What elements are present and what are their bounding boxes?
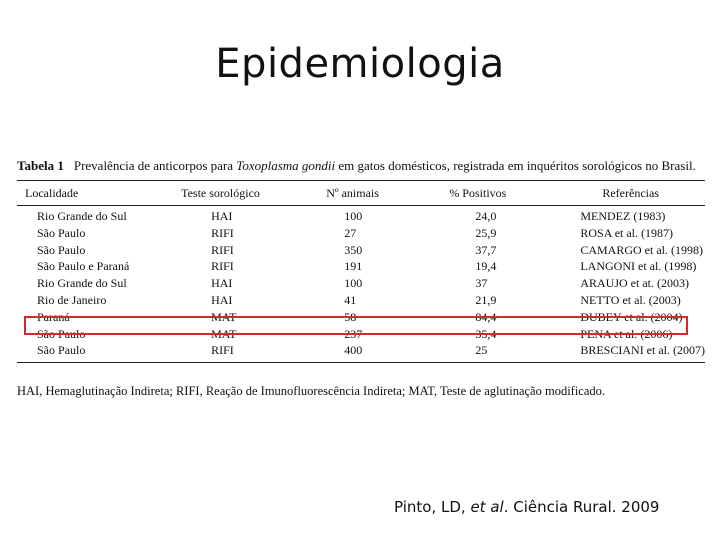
- cell-animais: 58: [344, 309, 357, 324]
- cell-localidade: Paraná: [37, 309, 70, 324]
- cell-positivos: 21,9: [475, 292, 497, 307]
- table-row: [17, 258, 705, 275]
- table-row: [17, 275, 705, 292]
- cell-positivos: 19,4: [475, 259, 497, 274]
- cell-animais: 27: [344, 225, 357, 240]
- table-caption-number: Tabela 1: [17, 158, 64, 173]
- cell-teste: RIFI: [211, 259, 234, 274]
- cell-teste: RIFI: [211, 242, 234, 257]
- slide-title: Epidemiologia: [215, 41, 505, 87]
- table-body: [17, 206, 705, 359]
- table-caption-text-pre: Prevalência de anticorpos para: [73, 158, 237, 173]
- cell-positivos: 25: [475, 343, 488, 358]
- cell-positivos: 37,7: [475, 242, 497, 257]
- table-row: [17, 292, 705, 309]
- cell-referencia: ROSA et al. (1987): [580, 225, 674, 240]
- citation-source: . Ciência Rural. 2009: [503, 498, 660, 516]
- table-row: [17, 206, 705, 225]
- citation: [394, 498, 659, 516]
- cell-teste: HAI: [211, 292, 233, 307]
- cell-animais: 400: [344, 343, 363, 358]
- cell-referencia: ARAUJO et at. (2003): [580, 276, 689, 291]
- cell-positivos: 37: [475, 276, 488, 291]
- cell-referencia: NETTO et al. (2003): [580, 292, 681, 307]
- citation-authors: Pinto, LD,: [394, 498, 471, 516]
- cell-referencia: BRESCIANI et al. (2007): [580, 343, 705, 358]
- cell-animais: 350: [344, 242, 363, 257]
- cell-animais: 191: [344, 259, 363, 274]
- cell-positivos: 35,4: [475, 326, 497, 341]
- cell-localidade: Rio Grande do Sul: [37, 276, 127, 291]
- table-footnote: HAI, Hemaglutinação Indireta; RIFI, Reação de Imunofluorescência Indireta; MAT, Teste de aglutinação modificado.: [17, 384, 606, 398]
- cell-teste: HAI: [211, 276, 233, 291]
- cell-positivos: 84,4: [475, 309, 497, 324]
- header-positivos: % Positivos: [449, 185, 507, 200]
- cell-localidade: São Paulo e Paraná: [37, 259, 130, 274]
- cell-teste: HAI: [211, 209, 233, 223]
- table-caption-text-post: em gatos domésticos, registrada em inquéritos sorológicos no Brasil.: [335, 158, 696, 173]
- cell-animais: 100: [344, 276, 363, 291]
- table-caption-species: Toxoplasma gondii: [236, 158, 336, 173]
- table-bottom-rule: [17, 362, 705, 363]
- table-header: [17, 181, 705, 206]
- header-teste: Teste sorológico: [181, 185, 260, 200]
- table-row: [17, 242, 705, 259]
- cell-animais: 41: [344, 292, 357, 307]
- header-referencias: Referências: [602, 185, 659, 200]
- cell-teste: RIFI: [211, 225, 234, 240]
- cell-positivos: 25,9: [475, 225, 497, 240]
- cell-referencia: DUBEY et al. (2004): [580, 309, 683, 324]
- cell-referencia: MENDEZ (1983): [580, 209, 666, 223]
- cell-teste: MAT: [211, 309, 237, 324]
- cell-localidade: Rio de Janeiro: [37, 292, 107, 307]
- highlight-box: [24, 316, 688, 335]
- cell-referencia: PENA et al. (2006): [580, 326, 673, 341]
- header-animais: Nº animais: [326, 185, 379, 200]
- table-row: [17, 342, 705, 359]
- cell-animais: 237: [344, 326, 363, 341]
- cell-referencia: LANGONI et al. (1998): [580, 259, 697, 274]
- cell-teste: RIFI: [211, 343, 234, 358]
- cell-localidade: São Paulo: [37, 225, 86, 240]
- table-row: [17, 225, 705, 242]
- cell-animais: 100: [344, 209, 363, 223]
- cell-positivos: 24,0: [475, 209, 497, 223]
- cell-referencia: CAMARGO et al. (1998): [580, 242, 703, 257]
- cell-localidade: São Paulo: [37, 242, 86, 257]
- citation-etal: et al: [470, 498, 504, 516]
- cell-localidade: Rio Grande do Sul: [37, 209, 127, 223]
- header-localidade: Localidade: [25, 185, 79, 200]
- header-row: [17, 181, 705, 205]
- cell-localidade: São Paulo: [37, 343, 86, 358]
- cell-localidade: São Paulo: [37, 326, 86, 341]
- cell-teste: MAT: [211, 326, 237, 341]
- table-caption: [17, 156, 705, 176]
